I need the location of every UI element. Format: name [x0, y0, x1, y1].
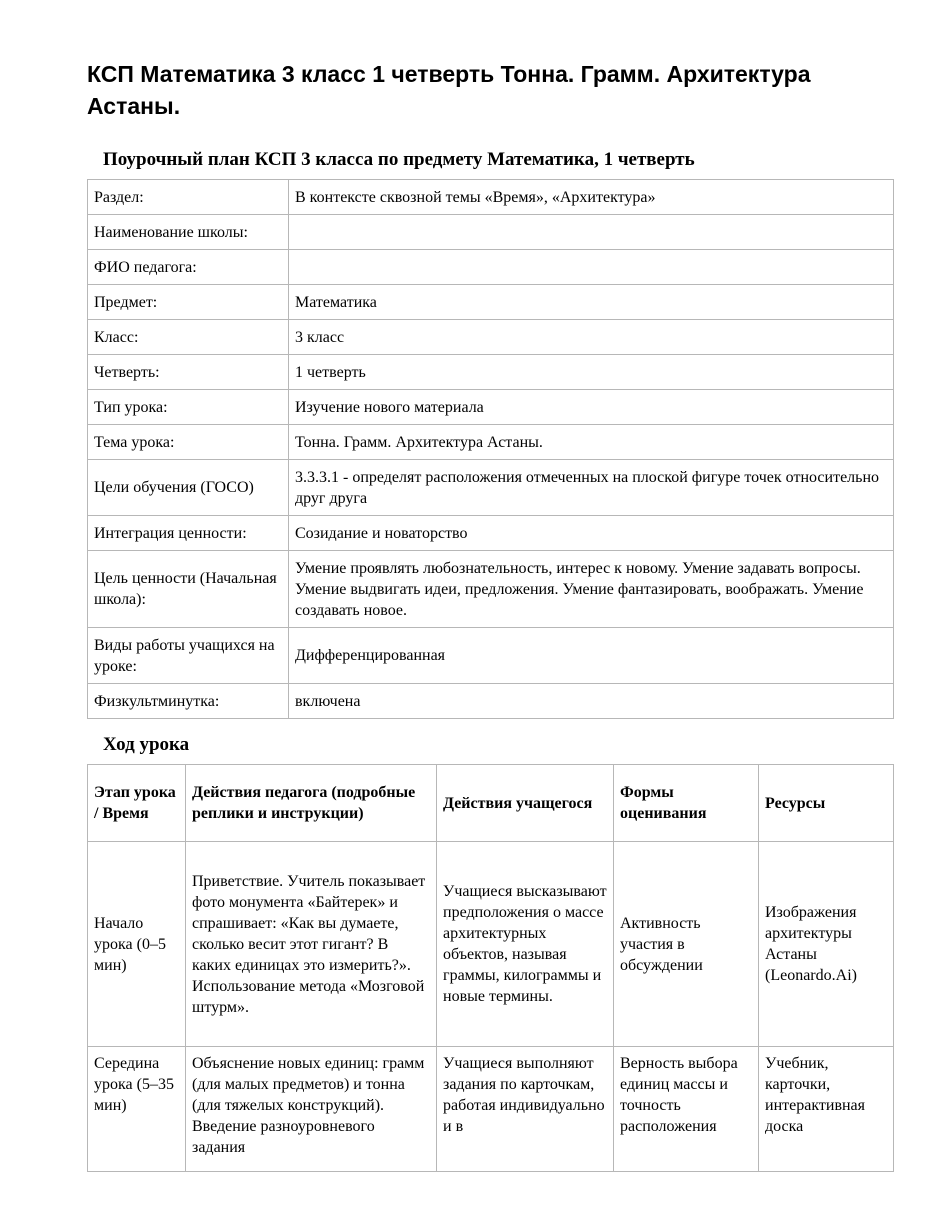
info-value: 3 класс: [289, 320, 894, 355]
info-label: ФИО педагога:: [88, 250, 289, 285]
info-row-school: [88, 215, 894, 250]
info-row-grade: [88, 320, 894, 355]
info-label: Физкультминутка:: [88, 684, 289, 719]
info-label: Четверть:: [88, 355, 289, 390]
stage-cell: Середина урока (5–35 мин): [88, 1047, 186, 1172]
info-label: Интеграция ценности:: [88, 516, 289, 551]
info-row-lesson-topic: [88, 425, 894, 460]
resources-cell: Изображения архитектуры Астаны (Leonardo.Ai): [759, 842, 894, 1047]
info-row-physical-break: [88, 684, 894, 719]
table-row: [88, 842, 894, 1047]
lesson-heading: Ход урока: [103, 734, 190, 755]
student-actions-cell: Учащиеся высказывают предположения о массе архитектурных объектов, называя граммы, килограммы и новые термины.: [437, 842, 614, 1047]
info-value: Дифференцированная: [289, 628, 894, 684]
info-label: Раздел:: [88, 180, 289, 215]
info-row-teacher: [88, 250, 894, 285]
info-value: Созидание и новаторство: [289, 516, 894, 551]
plan-heading: Поурочный план КСП 3 класса по предмету Математика, 1 четверть: [103, 149, 695, 170]
info-value: [289, 250, 894, 285]
info-row-lesson-type: [88, 390, 894, 425]
info-label: Класс:: [88, 320, 289, 355]
info-label: Предмет:: [88, 285, 289, 320]
info-value: Умение проявлять любознательность, интерес к новому. Умение задавать вопросы. Умение выдвигать идеи, предложения. Умение фантазировать, воображать. Умение создавать новое.: [289, 551, 894, 628]
info-value: включена: [289, 684, 894, 719]
info-row-section: [88, 180, 894, 215]
column-header-student-actions: Действия учащегося: [437, 765, 614, 842]
info-row-learning-goals: [88, 460, 894, 516]
info-value: Изучение нового материала: [289, 390, 894, 425]
column-header-teacher-actions: Действия педагога (подробные реплики и инструкции): [186, 765, 437, 842]
info-label: Виды работы учащихся на уроке:: [88, 628, 289, 684]
table-row: [88, 1047, 894, 1172]
lesson-flow-table: [87, 764, 894, 1172]
info-row-quarter: [88, 355, 894, 390]
column-header-resources: Ресурсы: [759, 765, 894, 842]
assessment-cell: Верность выбора единиц массы и точность расположения: [614, 1047, 759, 1172]
info-label: Цель ценности (Начальная школа):: [88, 551, 289, 628]
document-title: КСП Математика 3 класс 1 четверть Тонна. Грамм. Архитектура Астаны.: [87, 61, 811, 119]
info-value: 1 четверть: [289, 355, 894, 390]
student-actions-cell: Учащиеся выполняют задания по карточкам, работая индивидуально и в: [437, 1047, 614, 1172]
lesson-info-table: [87, 179, 894, 719]
info-value: [289, 215, 894, 250]
stage-cell: Начало урока (0–5 мин): [88, 842, 186, 1047]
info-value: Математика: [289, 285, 894, 320]
info-value: В контексте сквозной темы «Время», «Архитектура»: [289, 180, 894, 215]
assessment-cell: Активность участия в обсуждении: [614, 842, 759, 1047]
info-label: Тип урока:: [88, 390, 289, 425]
info-value: 3.3.3.1 - определят расположения отмеченных на плоской фигуре точек относительно друг друга: [289, 460, 894, 516]
table-header-row: [88, 765, 894, 842]
info-row-value-goal: [88, 551, 894, 628]
teacher-actions-cell: Объяснение новых единиц: грамм (для малых предметов) и тонна (для тяжелых конструкций). Введение разноуровневого задания: [186, 1047, 437, 1172]
column-header-stage: Этап урока / Время: [88, 765, 186, 842]
info-label: Цели обучения (ГОСО): [88, 460, 289, 516]
info-label: Тема урока:: [88, 425, 289, 460]
info-row-work-types: [88, 628, 894, 684]
teacher-actions-cell: Приветствие. Учитель показывает фото монумента «Байтерек» и спрашивает: «Как вы думаете, сколько весит этот гигант? В каких единицах это измерить?». Использование метода «Мозговой штурм».: [186, 842, 437, 1047]
resources-cell: Учебник, карточки, интерактивная доска: [759, 1047, 894, 1172]
column-header-assessment: Формы оценивания: [614, 765, 759, 842]
info-label: Наименование школы:: [88, 215, 289, 250]
info-value: Тонна. Грамм. Архитектура Астаны.: [289, 425, 894, 460]
info-row-value-integration: [88, 516, 894, 551]
info-row-subject: [88, 285, 894, 320]
